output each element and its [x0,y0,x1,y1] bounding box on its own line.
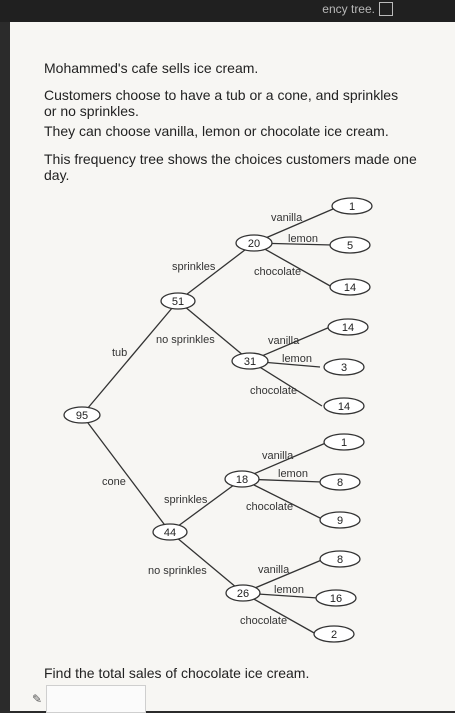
leaf-tub-sprinkles-lemon [330,237,370,253]
question-line-1: Mohammed's cafe sells ice cream. [44,60,259,76]
window-icon[interactable] [379,2,393,16]
node-tub-no-sprinkles-value: 31 [243,356,257,368]
node-tub-value: 51 [171,296,185,308]
edge-cone-no-sprinkles [170,532,243,593]
node-tub-sprinkles [236,235,272,251]
label-cs-chocolate: chocolate [246,501,294,513]
pencil-icon: ✎ [32,692,43,706]
label-tub: tub [112,347,128,359]
question-panel [10,22,455,711]
label-tn-vanilla: vanilla [268,335,300,347]
leaf-cone-sprinkles-lemon [320,474,360,490]
label-cone: cone [102,476,126,488]
leaf-tub-sprinkles-chocolate [330,279,370,295]
edge-root-tub [82,301,178,415]
frequency-tree [10,22,455,662]
node-cone [153,524,187,540]
node-cone-no-sprinkles [226,585,260,601]
label-cn-lemon: lemon [274,584,304,596]
node-cone-sprinkles-value: 18 [235,474,249,486]
node-cone-sprinkles [225,471,259,487]
label-tn-lemon: lemon [282,353,312,365]
leaf-value: 3 [340,362,348,374]
leaf-value: 1 [340,437,348,449]
label-ts-lemon: lemon [288,233,318,245]
question-line-2: Customers choose to have a tub or a cone, and sprinkles or no sprinkles. [44,87,399,119]
label-cone-no-sprinkles: no sprinkles [148,565,207,577]
node-tub-no-sprinkles [232,353,268,369]
leaf-tub-no-sprinkles-vanilla [328,319,368,335]
leaf-value: 8 [336,477,344,489]
leaf-value: 16 [329,593,343,605]
node-tub-sprinkles-value: 20 [247,238,261,250]
leaf-cone-no-sprinkles-chocolate [314,626,354,642]
leaf-value: 5 [346,240,354,252]
edge-root-cone [82,415,170,532]
edge-tub-no-sprinkles [178,301,250,361]
leaf-value: 9 [336,515,344,527]
label-tub-no-sprinkles: no sprinkles [156,334,215,346]
label-tn-chocolate: chocolate [250,385,298,397]
label-ts-chocolate: chocolate [254,266,302,278]
label-tub-sprinkles: sprinkles [172,261,216,273]
node-root-value: 95 [75,410,89,422]
leaf-tub-no-sprinkles-chocolate [324,398,364,414]
leaf-value: 2 [330,629,338,641]
page-title-fragment: ency tree. [322,2,375,16]
label-ts-vanilla: vanilla [271,212,303,224]
leaf-cone-no-sprinkles-vanilla [320,551,360,567]
leaf-tub-no-sprinkles-lemon [324,359,364,375]
label-cs-lemon: lemon [278,468,308,480]
leaf-value: 1 [348,201,356,213]
node-cone-value: 44 [163,527,177,539]
label-cn-vanilla: vanilla [258,564,290,576]
question-line-3: They can choose vanilla, lemon or chocolate ice cream. [44,123,389,139]
question-line-4: This frequency tree shows the choices customers made one day. [44,151,417,183]
top-bar [0,0,455,22]
answer-input[interactable] [46,685,146,713]
leaf-value: 8 [336,554,344,566]
leaf-cone-sprinkles-chocolate [320,512,360,528]
node-cone-no-sprinkles-value: 26 [236,588,250,600]
node-root [64,407,100,423]
leaf-value: 14 [341,322,355,334]
leaf-cone-sprinkles-vanilla [324,434,364,450]
label-cone-sprinkles: sprinkles [164,494,208,506]
leaf-cone-no-sprinkles-lemon [316,590,356,606]
question-prompt: Find the total sales of chocolate ice cream. [44,665,310,681]
leaf-value: 14 [343,282,357,294]
leaf-value: 14 [337,401,351,413]
leaf-tub-sprinkles-vanilla [332,198,372,214]
node-tub [161,293,195,309]
label-cn-chocolate: chocolate [240,615,288,627]
label-cs-vanilla: vanilla [262,450,294,462]
